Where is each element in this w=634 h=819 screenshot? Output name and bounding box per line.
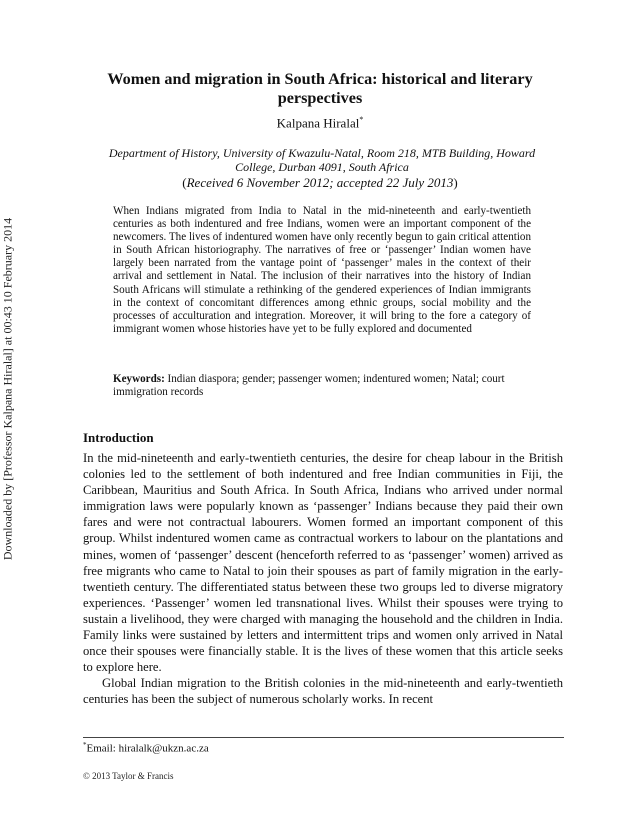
paragraph: In the mid-nineteenth and early-twentieth centuries, the desire for cheap labour in the British colonies led to the settlement of both indentured and free Indian communities in Fiji, the Caribbean, Mauritius and South Africa. In South Africa, Indians who arrived under normal immigration laws were popularly known as ‘passenger’ Indians because they paid their own fares and were not contractual labourers. Women formed an important component of this group. Whilst indentured women came as contractual workers to labour on the plantations and mines, women of ‘passenger’ descent (henceforth referred to as ‘passenger’ women) arrived as free migrants who came to Natal to join their spouses as part of family migration in the early-twentieth century. The differentiated status between these two groups led to diverse migratory experiences. ‘Passenger’ women led transnational lives. Whilst their spouses were trying to sustain a livelihood, they were charged with managing the household and the children in India. Family links were sustained by letters and intermittent trips and women only arrived in Natal once their spouses were financially stable. It is the lives of these women that this article seeks to explore here.: [83, 451, 563, 675]
footnote: [83, 741, 209, 755]
footnote-marker: *: [83, 741, 87, 749]
copyright: © 2013 Taylor & Francis: [83, 771, 174, 781]
received-open: (: [182, 175, 187, 190]
author-name: Kalpana Hiralal: [276, 115, 360, 131]
keywords-label: Keywords:: [113, 373, 165, 385]
keywords: [113, 373, 533, 399]
received-close: ): [453, 175, 458, 190]
download-watermark: Downloaded by [Professor Kalpana Hiralal] at 00:43 10 February 2014: [0, 217, 15, 561]
author-marker: *: [359, 115, 364, 124]
section-heading: Introduction: [83, 430, 154, 445]
paragraph: Global Indian migration to the British colonies in the mid-nineteenth and early-twentieth centuries has been the subject of numerous scholarly works. In recent: [83, 676, 563, 707]
affiliation: Department of History, University of Kwazulu-Natal, Room 218, MTB Building, Howard College, Durban 4091, South Africa: [108, 146, 536, 174]
keywords-text: Indian diaspora; gender; passenger women; indentured women; Natal; court immigration records: [113, 373, 505, 399]
footnote-email: Email: hiralalk@ukzn.ac.za: [86, 742, 209, 755]
received-dates: [0, 175, 634, 191]
author-line: [0, 115, 634, 131]
article-title: Women and migration in South Africa: historical and literary perspectives: [107, 70, 533, 107]
abstract: When Indians migrated from India to Natal in the mid-nineteenth and early-twentieth centuries as both indentured and free Indians, women were an important component of the newcomers. The lives of indentured women have only recently begun to gain critical attention in South African historiography. The narratives of free or ‘passenger’ Indian women have largely been narrated from the vantage point of ‘passenger’ males in the context of their arrival and settlement in Natal. The inclusion of their narratives into the history of Indian South Africans will stimulate a rethinking of the gendered experiences of Indian immigrants in the context of concomitant differences among ethnic groups, social mobility and the processes of acculturation and integration. Moreover, it will bring to the fore a category of immigrant women whose histories have yet to be fully explored and documented: [113, 205, 531, 335]
received-text: Received 6 November 2012; accepted 22 July 2013: [186, 175, 454, 190]
footnote-divider: [83, 737, 564, 738]
body-text: [83, 450, 563, 708]
